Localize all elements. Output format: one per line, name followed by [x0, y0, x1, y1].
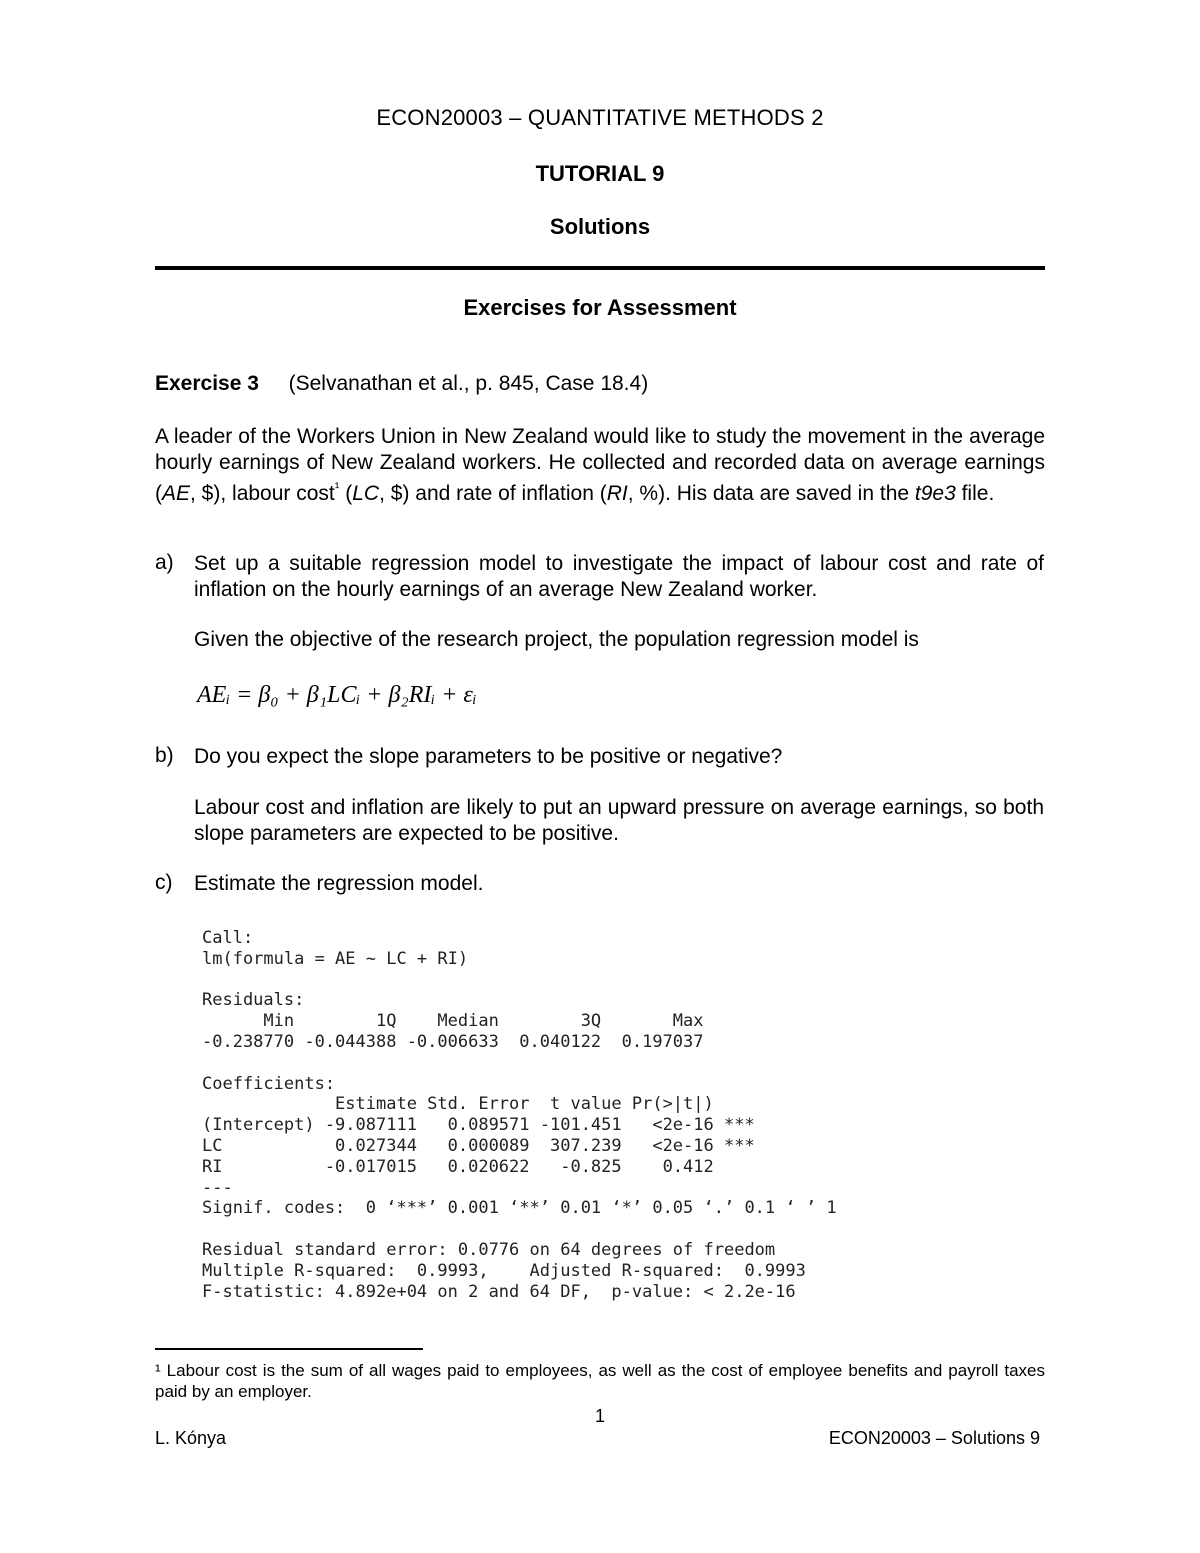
exercise-heading [155, 372, 648, 396]
question-c-text: Estimate the regression model. [194, 872, 484, 895]
question-b-answer: Labour cost and inflation are likely to put an upward pressure on average earnings, so both slope parameters are expected to be positive. [194, 796, 1044, 845]
footer-document: ECON20003 – Solutions 9 [828, 1428, 1040, 1448]
question-a-answer: Given the objective of the research project, the population regression model is [194, 628, 919, 651]
data-file-name: t9e3 [914, 482, 956, 505]
course-title: ECON20003 – QUANTITATIVE METHODS 2 [376, 105, 824, 130]
regression-equation: AEᵢ = β₀ + β₁LCᵢ + β₂RIᵢ + εᵢ [197, 682, 477, 708]
question-a-label: a) [155, 551, 174, 574]
question-b-label: b) [155, 744, 174, 767]
footnote-rule [155, 1348, 423, 1350]
subtitle: Solutions [549, 214, 651, 239]
page-number: 1 [594, 1406, 605, 1426]
question-c-label: c) [155, 871, 173, 894]
header-rule [155, 266, 1045, 270]
exercise-intro: A leader of the Workers Union in New Zealand would like to study the movement in the average hourly earnings of New Zealand workers. He collected and recorded data on average earnings (AE, $), labour cost$^{^1}$ (LC, $) and rate of inflation (RI, %). His data are saved in the t9e3 file. [155, 425, 1045, 505]
footer-author: L. Kónya [155, 1428, 227, 1448]
exercise-title: Exercise 3 [155, 372, 259, 395]
question-b-text: Do you expect the slope parameters to be positive or negative? [194, 745, 783, 768]
exercise-source: (Selvanathan et al., p. 845, Case 18.4) [288, 372, 649, 395]
r-regression-output: Call: lm(formula = AE ~ LC + RI) Residuals: Min 1Q Median 3Q Max -0.238770 -0.044388 -0.006633 0.040122 0.197037 Coefficients: Estimate Std. Error t value Pr(>|t|) (Intercept) -9.087111 0.089571 -101.451 <2e-16 *** LC 0.027344 0.000089 307.239 <2e-16 *** RI -0.017015 0.020622 -0.825 0.412 --- Signif. codes: 0 ‘***’ 0.001 ‘**’ 0.01 ‘*’ 0.05 ‘.’ 0.1 ‘ ’ 1 Residual standard error: 0.0776 on 64 degrees of freedom Multiple R-squared: 0.9993, Adjusted R-squared: 0.9993 F-statistic: 4.892e+04 on 2 and 64 DF, p-value: < 2.2e-16 [202, 928, 837, 1302]
question-a-text: Set up a suitable regression model to investigate the impact of labour cost and rate of inflation on the hourly earnings of an average New Zealand worker. [194, 552, 1044, 601]
section-title: Exercises for Assessment [463, 295, 737, 320]
tutorial-title: TUTORIAL 9 [535, 161, 665, 186]
footnote-reference[interactable]: ¹ [334, 479, 340, 495]
footnote: ¹ Labour cost is the sum of all wages paid to employees, as well as the cost of employee benefits and payroll taxes paid by an employer. [155, 1361, 1045, 1401]
